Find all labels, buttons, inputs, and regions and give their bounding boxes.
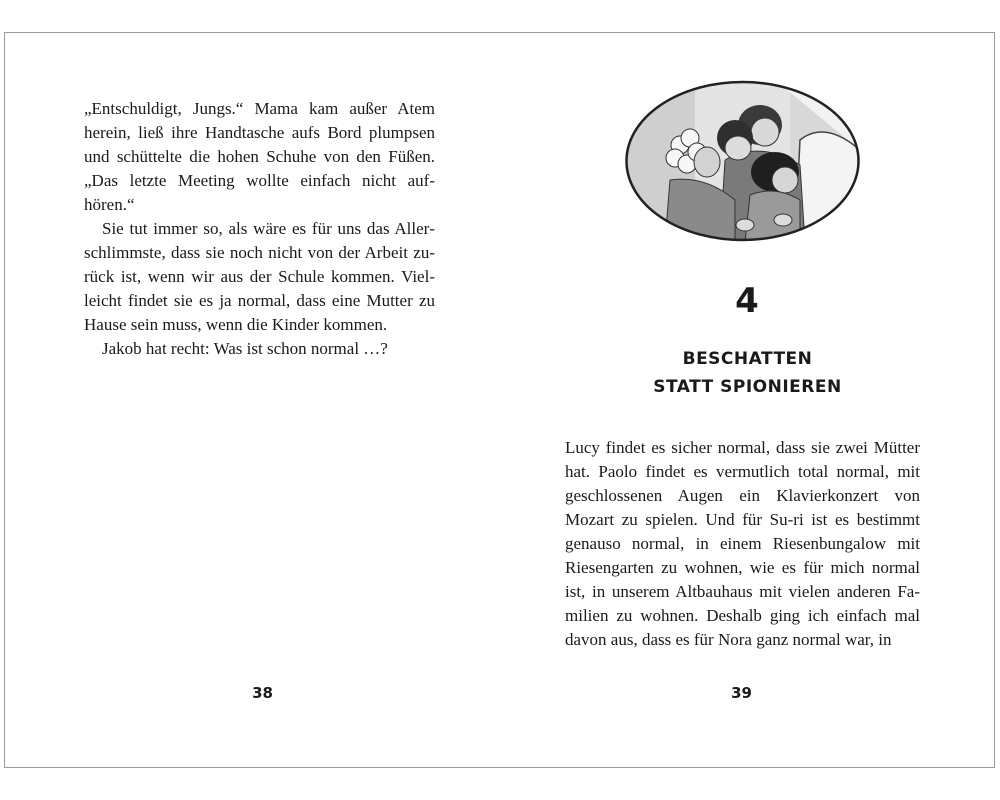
chapter-title	[500, 345, 995, 401]
chapter-title-line: BESCHATTEN	[682, 349, 813, 369]
paragraph: Jakob hat recht: Was ist schon normal …?	[102, 339, 388, 358]
paragraph: Sie tut immer so, als wäre es für uns das Allerschlimmste, dass sie noch nicht von der Arbeit zurück ist, wenn wir aus der Schule kommen. Vielleicht findet sie es ja normal, dass eine Mutter zu Hause sein muss, wenn die Kinder kommen.	[84, 219, 435, 334]
paragraph: Lucy findet es sicher normal, dass sie zwei Mütter hat. Paolo findet es vermutlich total normal, mit geschlossenen Augen ein Klavierkonzert von Mozart zu spielen. Und für Su-ri ist es bestimmt genauso normal, in einem Riesenbungalow mit Riesengarten zu wohnen, wie es für mich normal ist, in unserem Altbauhaus mit vielen anderen Familien zu wohnen. Deshalb ging ich einfach mal davon aus, dass es für Nora ganz normal war, in	[565, 438, 920, 649]
chapter-title-line: STATT SPIONIEREN	[653, 377, 842, 397]
right-page-text	[565, 436, 920, 652]
page-number: 39	[731, 684, 752, 702]
chapter-illustration	[625, 80, 860, 242]
chapter-number: 4	[735, 281, 760, 321]
right-page	[500, 33, 995, 767]
paragraph: „Entschuldigt, Jungs.“ Mama kam außer Atem herein, ließ ihre Handtasche aufs Bord plumpsen und schüttelte die hohen Schuhe von den Füßen. „Das letzte Meeting wollte einfach nicht aufhören.“	[84, 99, 435, 214]
left-page	[5, 33, 500, 767]
left-page-text	[84, 97, 435, 361]
book-spread	[4, 32, 995, 768]
page-number: 38	[252, 684, 273, 702]
